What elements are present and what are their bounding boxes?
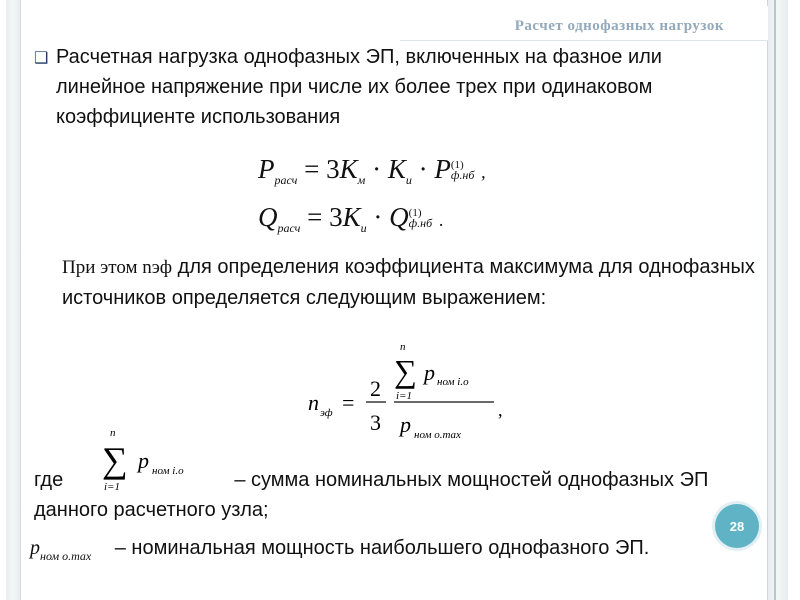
formula-n-eff (300, 338, 520, 448)
where-word: где (34, 469, 64, 491)
formula-n-eff-p-num: p (424, 360, 435, 385)
last-symbol-sub: ном о.max (40, 549, 92, 563)
formula-q-rasch: $Q_{расч} = 3K_и \cdot Q$ (1) ф.нб . (258, 202, 444, 235)
paragraph-neff-rest: для определения коэффициента максимума для однофазных источников определяется следующим выражением: (62, 256, 755, 309)
last-symbol-p: p (30, 537, 40, 559)
square-bullet-icon: ❑ (34, 50, 49, 67)
right-decorative-rail (767, 0, 788, 600)
formula-n-eff-end: , (498, 400, 503, 420)
last-desc: – номинальная мощность наибольшего однофазного ЭП. (114, 537, 650, 559)
formula-n-eff-eq: = (342, 390, 355, 415)
formula-n-eff-den: 3 (370, 410, 381, 435)
paragraph-intro: Расчетная нагрузка однофазных ЭП, включенных на фазное или линейное напряжение при числе их более трех при одинаковом коэффициенте использования (56, 46, 662, 128)
left-decorative-rail (6, 0, 21, 600)
where-sum-bot: i=1 (104, 481, 120, 493)
formula-n-eff-p-den: p (400, 412, 411, 437)
formula-n-eff-sigma: ∑ (394, 353, 417, 389)
where-sum-top: n (110, 427, 116, 439)
formula-n-eff-n: n (308, 390, 319, 415)
formula-n-eff-n-sub: эф (320, 407, 333, 419)
paragraph-last (30, 533, 756, 571)
where-sum-p-sub: ном i.o (152, 465, 184, 477)
paragraph-neff-lead: При этом nэф (62, 257, 173, 278)
paragraph-neff (62, 252, 762, 313)
formula-n-eff-p-num-sub: ном i.o (437, 376, 469, 388)
formula-p-rasch: $P_{расч} = 3K_м \cdot K_и \cdot P$ (1) ф.нб , (258, 154, 486, 187)
formula-n-eff-p-den-sub: ном о.max (414, 429, 461, 441)
slide-title: Расчет однофазных нагрузок (514, 18, 724, 34)
formula-n-eff-sum-top: n (400, 341, 406, 353)
formula-n-eff-sum-bot: i=1 (396, 390, 412, 402)
where-desc: – сумма номинальных мощностей однофазных ЭП данного расчетного узла; (34, 469, 709, 521)
formula-n-eff-num: 2 (370, 376, 381, 401)
where-sum-formula (98, 424, 218, 494)
where-sum-p: p (138, 448, 149, 473)
title-bar (400, 6, 768, 41)
where-sum-sigma: ∑ (102, 440, 128, 480)
page-number-badge: 28 (715, 504, 759, 548)
